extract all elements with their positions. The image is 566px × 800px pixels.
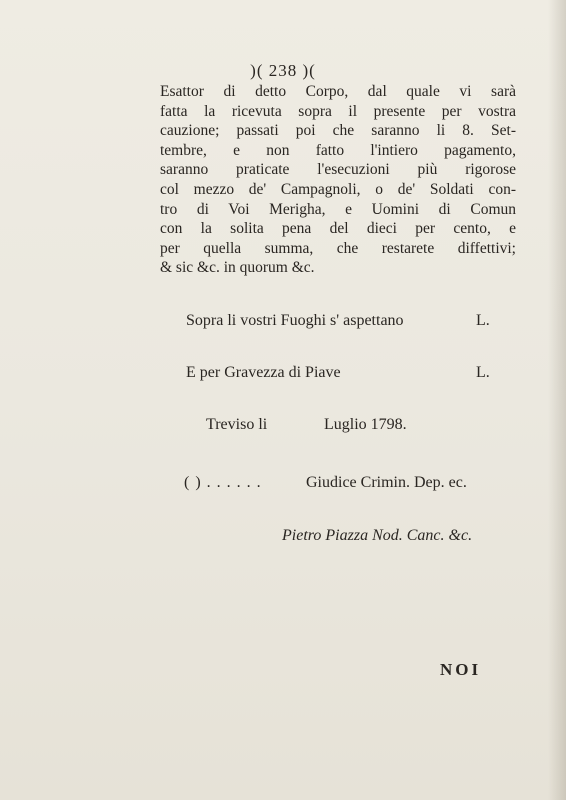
gravezza-unit: L. bbox=[476, 364, 490, 381]
judge-prefix: ( ) . . . . . . bbox=[184, 474, 262, 491]
page-number: )( 238 )( bbox=[250, 61, 316, 80]
body-line: tembre, e non fatto l'intiero pagamento, bbox=[160, 141, 516, 159]
judge-title: Giudice Crimin. Dep. ec. bbox=[306, 474, 467, 491]
body-line: tro di Voi Merigha, e Uomini di Comun bbox=[160, 200, 516, 218]
fuochi-unit: L. bbox=[476, 312, 490, 329]
date-place: Treviso li bbox=[206, 416, 268, 433]
catchword: NOI bbox=[440, 660, 482, 679]
body-line: saranno praticate l'esecuzioni più rigorose bbox=[160, 161, 516, 179]
body-line: con la solita pena del dieci per cento, e bbox=[160, 220, 516, 238]
body-line: col mezzo de' Campagnoli, o de' Soldati con- bbox=[160, 180, 516, 198]
body-line: fatta la ricevuta sopra il presente per vostra bbox=[160, 102, 516, 120]
gravezza-label: E per Gravezza di Piave bbox=[186, 364, 341, 381]
fuochi-label: Sopra li vostri Fuoghi s' aspettano bbox=[186, 312, 404, 329]
body-line: Esattor di detto Corpo, dal quale vi sarà bbox=[160, 83, 516, 100]
gravezza-line bbox=[186, 364, 341, 382]
notary-signature: Pietro Piazza Nod. Canc. &c. bbox=[282, 527, 473, 544]
page-edge-shadow bbox=[548, 0, 566, 800]
fuochi-line bbox=[186, 312, 404, 330]
date-month: Luglio 1798. bbox=[324, 416, 407, 433]
body-paragraph bbox=[160, 82, 516, 278]
body-line: per quella summa, che restarete diffettivi; bbox=[160, 239, 516, 257]
body-line: cauzione; passati poi che saranno li 8. Set- bbox=[160, 122, 516, 140]
body-line: & sic &c. in quorum &c. bbox=[160, 259, 315, 277]
